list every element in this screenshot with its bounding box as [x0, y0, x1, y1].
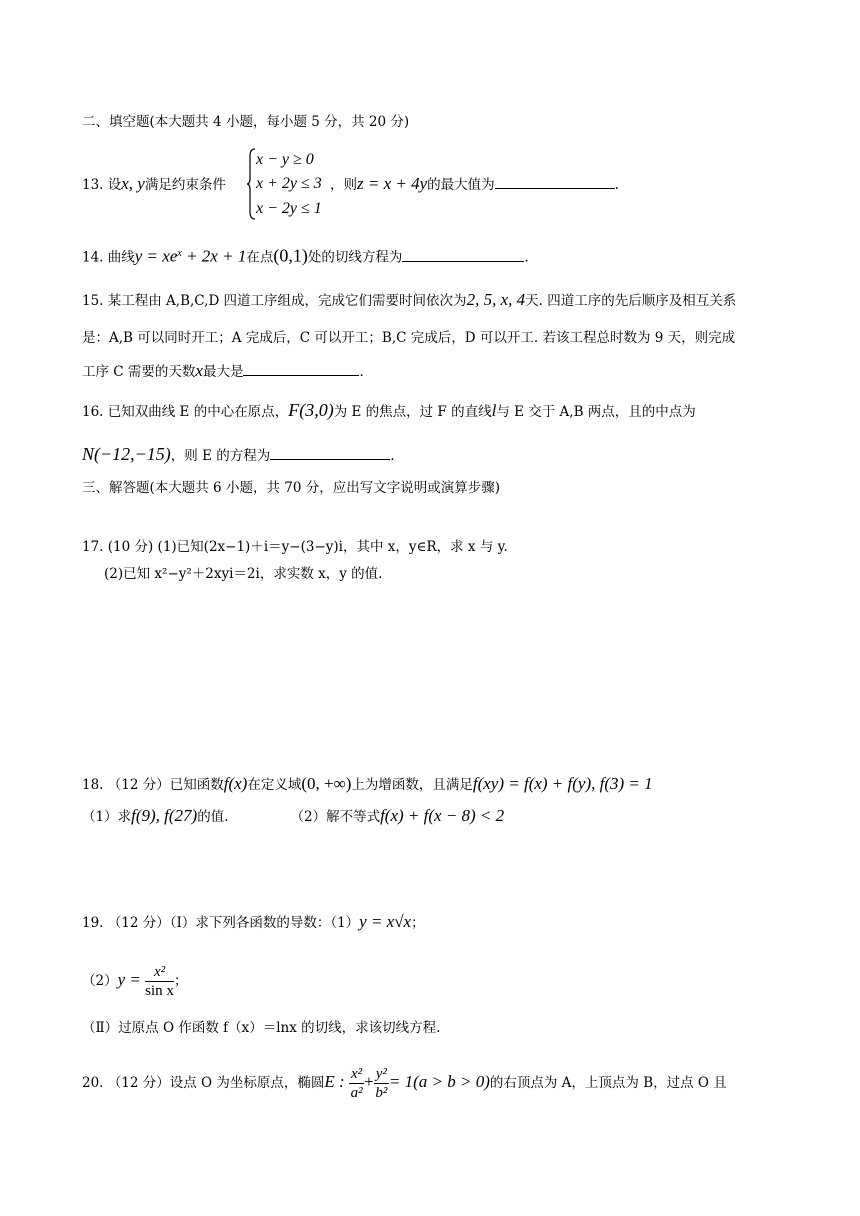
section-2-heading: 二、填空题(本大题共 4 小题，每小题 5 分，共 20 分) — [82, 114, 410, 130]
q18-text-1a: 18. （12 分）已知函数 — [82, 777, 224, 793]
q20-ellipse-label: E : — [324, 1072, 345, 1091]
q13-end: . — [614, 177, 619, 193]
q19-numerator: x² — [145, 963, 174, 982]
section-3-heading: 三、解答题(本大题共 6 小题，共 70 分，应出写文字说明或演算步骤) — [82, 480, 500, 496]
q18-text-2c: （2）解不等式 — [290, 809, 381, 825]
q14-expr: y = xe — [134, 246, 178, 266]
q18-text-2a: （1）求 — [82, 809, 132, 825]
q13-constraint-3: x − 2y ≤ 1 — [256, 200, 322, 217]
q14-text1: 在点 — [246, 249, 274, 266]
q14-expr2: + 2x + 1 — [181, 246, 247, 266]
q15-var-x: x — [195, 361, 203, 380]
q18-values: f(9), f(27) — [131, 806, 198, 825]
q18-condition: f(xy) = f(x) + f(y), f(3) = 1 — [472, 774, 653, 793]
q16-answer-blank[interactable] — [270, 445, 390, 460]
q15-text-1b: 天. 四道工序的先后顺序及相互关系 — [525, 293, 737, 309]
q16-midpoint: N(−12,−15) — [82, 444, 171, 464]
q19-fraction — [145, 963, 174, 1000]
q20-text-1b: 的右顶点为 A，上顶点为 B，过点 O 且 — [489, 1075, 727, 1091]
q13-text3: 的最大值为 — [427, 177, 495, 193]
q16-text-1c: 与 E 交于 A,B 两点，且的中点为 — [496, 404, 696, 420]
q20-num-y: y² — [375, 1066, 387, 1082]
q19-func-1: y = x√x — [359, 912, 412, 931]
q14-number: 14. 曲线 — [82, 249, 135, 266]
question-15-line-1 — [82, 290, 736, 311]
q13-expr: z = x + 4y — [357, 174, 428, 193]
q20-plus: + — [364, 1072, 374, 1091]
q20-text-1a: 20. （12 分）设点 O 为坐标原点，椭圆 — [82, 1075, 325, 1091]
q18-text-1c: 上为增函数，且满足 — [351, 777, 473, 793]
question-15-line-2: 是：A,B 可以同时开工；A 完成后，C 可以开工；B,C 完成后，D 可以开工. 若该工程总时数为 9 天，则完成 — [82, 330, 736, 346]
q15-times: 2, 5, x, 4 — [466, 290, 526, 309]
q13-vars: x, y — [121, 174, 145, 193]
q19-text-2b: ； — [173, 973, 188, 989]
q20-den-a: a² — [350, 1085, 363, 1101]
q19-denominator: sin x — [145, 983, 174, 999]
question-18-line-1 — [82, 774, 653, 795]
q18-text-2b: 的值. — [197, 809, 229, 825]
q20-den-b: b² — [375, 1085, 388, 1101]
q15-end: . — [359, 364, 364, 380]
question-19-line-3: （Ⅱ）过原点 O 作函数 f（x）＝lnx 的切线，求该切线方程. — [82, 1020, 441, 1036]
question-18-line-2 — [82, 806, 504, 827]
q19-text-1b: ； — [411, 915, 425, 931]
q14-end: . — [524, 249, 529, 266]
q13-tail — [330, 174, 619, 195]
q19-text-2a: （2） — [82, 973, 118, 989]
question-15-line-3 — [82, 361, 364, 382]
q13-text2: ，则 — [330, 177, 357, 193]
question-20-line-1 — [82, 1062, 727, 1103]
q13-constraint-1: x − y ≥ 0 — [256, 151, 314, 168]
question-19-line-1 — [82, 912, 425, 933]
q15-text-3b: 最大是 — [202, 364, 244, 380]
q19-func-2-y: y = — [117, 970, 141, 989]
q15-text-1a: 15. 某工程由 A,B,C,D 四道工序组成，完成它们需要时间依次为 — [82, 293, 467, 309]
question-16-line-2 — [82, 444, 395, 466]
q14-text2: 处的切线方程为 — [307, 249, 403, 266]
q16-line-l: l — [491, 401, 497, 420]
q15-text-3a: 工序 C 需要的天数 — [82, 364, 196, 380]
q18-domain: (0, +∞) — [301, 774, 352, 793]
q20-condition: = 1(a > b > 0) — [388, 1072, 490, 1091]
q13-brace — [246, 148, 256, 220]
q16-text-1a: 16. 已知双曲线 E 的中心在原点， — [82, 404, 289, 420]
question-14 — [82, 244, 529, 268]
q16-focus: F(3,0) — [288, 400, 334, 420]
q16-end: . — [390, 448, 395, 464]
q13-answer-blank[interactable] — [495, 174, 615, 189]
q19-text-1a: 19. （12 分）（Ⅰ）求下列各函数的导数：（1） — [82, 915, 360, 931]
q14-point: (0,1) — [273, 245, 308, 266]
q18-fx: f(x) — [223, 774, 248, 793]
q20-num-x: x² — [350, 1066, 363, 1082]
question-13 — [82, 174, 226, 195]
q16-text-2a: ，则 E 的方程为 — [170, 448, 271, 464]
q13-text1: 满足约束条件 — [144, 177, 226, 193]
q15-answer-blank[interactable] — [243, 361, 359, 376]
question-19-line-2 — [82, 960, 187, 1001]
q14-sup: x — [177, 248, 182, 259]
q14-answer-blank[interactable] — [402, 247, 524, 262]
question-16-line-1 — [82, 400, 696, 422]
q13-number: 13. 设 — [82, 177, 122, 193]
q16-text-1b: 为 E 的焦点，过 F 的直线 — [333, 404, 492, 420]
q18-inequality: f(x) + f(x − 8) < 2 — [380, 806, 505, 825]
q18-text-1b: 在定义域 — [247, 777, 302, 793]
q20-fraction-x — [349, 1065, 364, 1102]
question-17-line-1: 17. (10 分) (1)已知(2x−1)＋i＝y−(3−y)i，其中 x，y∈R，求 x 与 y. — [82, 539, 508, 555]
question-17-line-2: (2)已知 x²−y²＋2xyi＝2i，求实数 x，y 的值. — [104, 566, 383, 582]
q20-fraction-y — [374, 1065, 389, 1102]
q13-constraint-2: x + 2y ≤ 3 — [256, 175, 322, 192]
